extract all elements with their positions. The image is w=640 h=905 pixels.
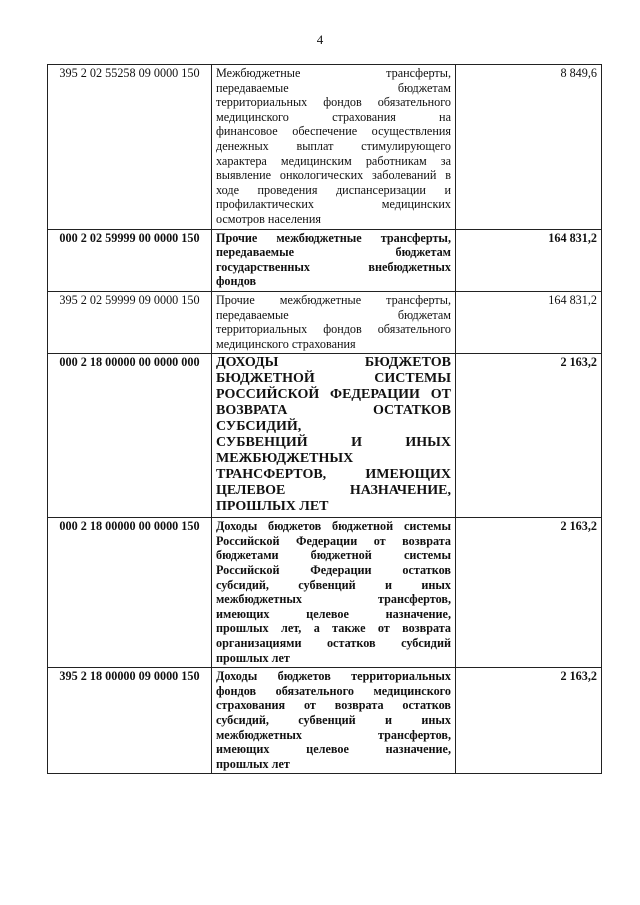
budget-code: 395 2 02 59999 09 0000 150 <box>48 291 212 353</box>
description-line: территориальных фондов обязательного <box>216 322 451 337</box>
description-line: ДОХОДЫ БЮДЖЕТОВ <box>216 355 451 371</box>
description-line: медицинского страхования <box>216 336 356 351</box>
description-line: межбюджетных трансфертов, <box>216 727 451 742</box>
description-line: прошлых лет, а также от возврата <box>216 621 451 636</box>
budget-code: 395 2 02 55258 09 0000 150 <box>48 65 212 230</box>
description-line: государственных внебюджетных <box>216 259 451 274</box>
page-number: 4 <box>316 32 324 47</box>
budget-income-table <box>47 64 602 774</box>
amount: 2 163,2 <box>456 518 602 668</box>
description-line: осмотров населения <box>216 211 321 226</box>
description-line: бюджетами бюджетной системы <box>216 548 451 563</box>
description-line: передаваемые бюджетам <box>216 80 451 95</box>
description-line: Прочие межбюджетные трансферты, <box>216 230 451 245</box>
description-line: передаваемые бюджетам <box>216 307 451 322</box>
description-line: денежных выплат стимулирующего <box>216 138 451 153</box>
description-line: субсидий, субвенций и иных <box>216 577 451 592</box>
description-line: межбюджетных трансфертов, <box>216 592 451 607</box>
description-line: ТРАНСФЕРТОВ, ИМЕЮЩИХ <box>216 467 451 483</box>
description-line: прошлых лет <box>216 650 290 665</box>
description-line: имеющих целевое назначение, <box>216 742 451 757</box>
income-description <box>212 229 456 291</box>
description-line: ходе проведения диспансеризации и <box>216 182 451 197</box>
description-line: характера медицинским работникам за <box>216 153 451 168</box>
description-line: профилактических медицинских <box>216 197 451 212</box>
income-description <box>212 668 456 774</box>
amount: 2 163,2 <box>456 668 602 774</box>
description-line: Доходы бюджетов бюджетной системы <box>216 519 451 534</box>
description-line: страхования от возврата остатков <box>216 698 451 713</box>
description-line: СУБВЕНЦИЙ И ИНЫХ <box>216 435 451 451</box>
description-line: РОССИЙСКОЙ ФЕДЕРАЦИИ ОТ <box>216 387 451 403</box>
description-line: передаваемые бюджетам <box>216 245 451 260</box>
income-description <box>212 354 456 518</box>
income-description <box>212 291 456 353</box>
table-row <box>48 291 602 353</box>
description-line: субсидий, субвенций и иных <box>216 713 451 727</box>
table-row <box>48 229 602 291</box>
description-line: Межбюджетные трансферты, <box>216 66 451 80</box>
description-line: ВОЗВРАТА ОСТАТКОВ СУБСИДИЙ, <box>216 403 451 435</box>
description-line: финансовое обеспечение осуществления <box>216 124 451 139</box>
income-description <box>212 65 456 230</box>
table-row <box>48 65 602 230</box>
budget-code: 000 2 18 00000 00 0000 000 <box>48 354 212 518</box>
description-line: фондов обязательного медицинского <box>216 683 451 698</box>
description-line: МЕЖБЮДЖЕТНЫХ <box>216 451 354 467</box>
description-line: территориальных фондов обязательного <box>216 95 451 110</box>
description-line: Российской Федерации остатков <box>216 563 451 578</box>
table-row <box>48 668 602 774</box>
amount: 8 849,6 <box>456 65 602 230</box>
description-line: имеющих целевое назначение, <box>216 606 451 621</box>
description-line: организациями остатков субсидий <box>216 636 451 651</box>
amount: 164 831,2 <box>456 291 602 353</box>
income-description <box>212 518 456 668</box>
table-row <box>48 518 602 668</box>
description-line: прошлых лет <box>216 756 290 771</box>
table-row <box>48 354 602 518</box>
budget-code: 000 2 18 00000 00 0000 150 <box>48 518 212 668</box>
amount: 2 163,2 <box>456 354 602 518</box>
description-line: Российской Федерации от возврата <box>216 533 451 548</box>
budget-code: 000 2 02 59999 00 0000 150 <box>48 229 212 291</box>
description-line: ЦЕЛЕВОЕ НАЗНАЧЕНИЕ, <box>216 483 451 499</box>
amount: 164 831,2 <box>456 229 602 291</box>
description-line: медицинского страхования на <box>216 109 451 124</box>
description-line: ПРОШЛЫХ ЛЕТ <box>216 499 329 515</box>
description-line: Прочие межбюджетные трансферты, <box>216 292 451 307</box>
description-line: выявление онкологических заболеваний в <box>216 168 451 183</box>
description-line: БЮДЖЕТНОЙ СИСТЕМЫ <box>216 371 451 387</box>
description-line: фондов <box>216 274 257 289</box>
budget-code: 395 2 18 00000 09 0000 150 <box>48 668 212 774</box>
description-line: Доходы бюджетов территориальных <box>216 669 451 684</box>
